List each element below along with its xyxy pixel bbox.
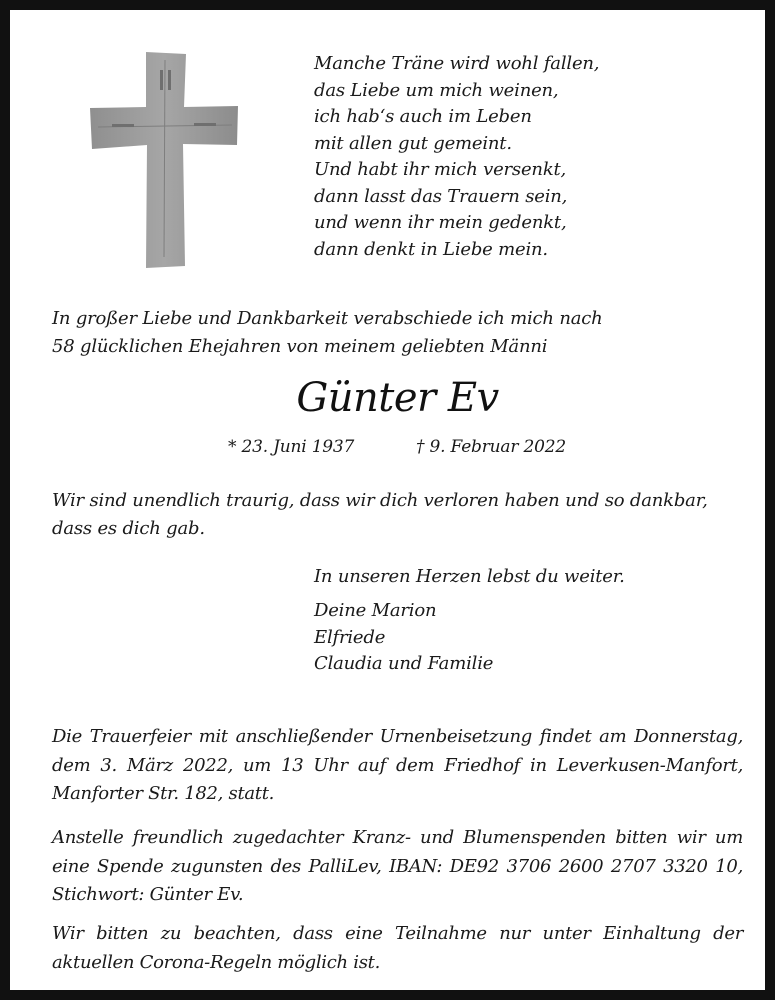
poem <box>314 51 599 263</box>
poem-line: dann lasst das Trauern sein, <box>314 185 568 207</box>
funeral-info <box>52 723 743 809</box>
funeral-line: Manforter Str. 182, statt. <box>52 783 275 804</box>
poem-line: und wenn ihr mein gedenkt, <box>314 212 567 233</box>
intro-text <box>52 306 603 362</box>
signer: Elfriede <box>314 626 386 648</box>
donation-line: Stichwort: Günter Ev. <box>52 884 244 905</box>
donation-line: eine Spende zugunsten des PalliLev, IBAN: DE92 3706 2600 2707 3320 10, <box>52 855 743 877</box>
wooden-cross-icon <box>90 52 240 268</box>
poem-line: Manche Träne wird wohl fallen, <box>314 53 600 74</box>
corona-line: aktuellen Corona-Regeln möglich ist. <box>52 951 380 973</box>
signer: Claudia und Familie <box>314 653 494 674</box>
signer: Deine Marion <box>314 600 437 621</box>
poem-line: ich hab‘s auch im Leben <box>314 106 532 127</box>
sadness-line: Wir sind unendlich traurig, dass wir dich verloren haben und so dankbar, <box>52 490 708 511</box>
signers <box>314 598 493 678</box>
poem-line: mit allen gut gemeint. <box>314 132 512 154</box>
funeral-line: dem 3. März 2022, um 13 Uhr auf dem Friedhof in Leverkusen-Manfort, <box>52 754 743 776</box>
poem-line: dann denkt in Liebe mein. <box>314 238 548 260</box>
birth-date: * 23. Juni 1937 <box>228 437 355 457</box>
intro-line: 58 glücklichen Ehejahren von meinem geliebten Männi <box>52 336 548 357</box>
donation-line: Anstelle freundlich zugedachter Kranz- und Blumenspenden bitten wir um <box>52 827 743 848</box>
sadness-line: dass es dich gab. <box>52 518 205 539</box>
corona-line: Wir bitten zu beachten, dass eine Teilnahme nur unter Einhaltung der <box>52 923 743 944</box>
poem-line: das Liebe um mich weinen, <box>314 79 559 101</box>
death-date: † 9. Februar 2022 <box>416 437 566 457</box>
poem-line: Und habt ihr mich versenkt, <box>314 159 567 180</box>
intro-line: In großer Liebe und Dankbarkeit verabschiede ich mich nach <box>52 308 603 329</box>
donation-info <box>52 824 743 910</box>
sadness-text <box>52 488 708 544</box>
corona-note <box>52 920 743 977</box>
deceased-name: Günter Ev <box>296 375 499 421</box>
funeral-line: Die Trauerfeier mit anschließender Urnenbeisetzung findet am Donnerstag, <box>52 726 743 747</box>
hearts-line: In unseren Herzen lebst du weiter. <box>314 566 625 587</box>
